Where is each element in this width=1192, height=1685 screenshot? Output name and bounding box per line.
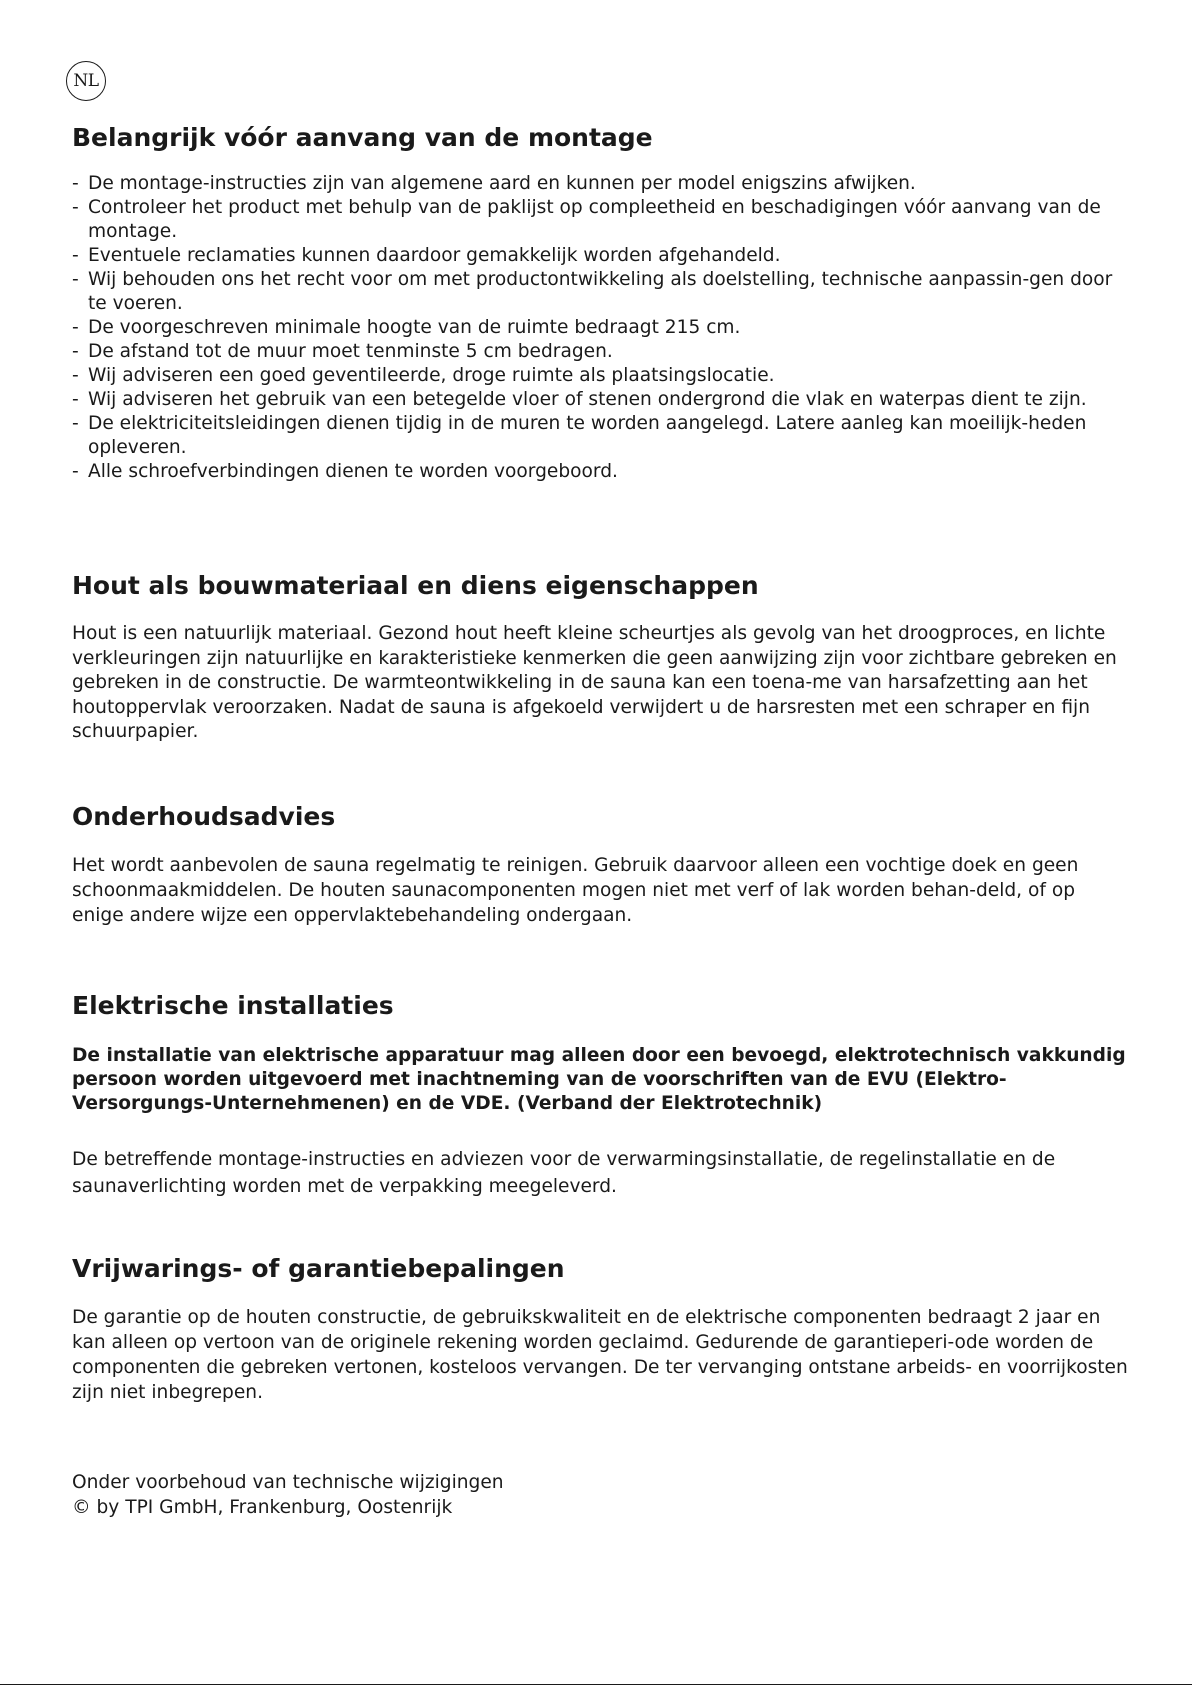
electrical-warning: De installatie van elektrische apparatuur mag alleen door een bevoegd, elektrotechnisch vakkundig persoon worden uitgevoerd met inachtneming van de voorschriften van de EVU (Elektro-Versorgungs-Unternehmenen) en de VDE. (Verband der Elektrotechnik)	[72, 1045, 1126, 1114]
section-title: Vrijwarings- of garantiebepalingen	[72, 1254, 565, 1283]
section-title: Belangrijk vóór aanvang van de montage	[72, 123, 653, 152]
section-body: Hout is een natuurlijk materiaal. Gezond hout heeft kleine scheurtjes als gevolg van het droogproces, en lichte verkleuringen zijn natuurlijke en karakteristieke kenmerken die geen aanwijzing zijn voor zichtbare gebreken en gebreken in de constructie. De warmteontwikkeling in de sauna kan een toena-me van harsafzetting aan het houtoppervlak veroorzaken. Nadat de sauna is afgekoeld verwijdert u de harsresten met een schraper en fijn schuurpapier.	[72, 623, 1117, 742]
footer-copyright: © by TPI GmbH, Frankenburg, Oostenrijk	[72, 1496, 453, 1518]
section-body: Het wordt aanbevolen de sauna regelmatig te reinigen. Gebruik daarvoor alleen een vochtige doek en geen schoonmaakmiddelen. De houten saunacomponenten mogen niet met verf of lak worden behan-deld, of op enige andere wijze een oppervlaktebehandeling ondergaan.	[72, 855, 1079, 926]
instruction-list	[72, 172, 1132, 484]
section-body: De betreffende montage-instructies en adviezen voor de verwarmingsinstallatie, de regelinstallatie en de saunaverlichting worden met de verpakking meegeleverd.	[72, 1149, 1056, 1197]
list-item: - Wij adviseren een goed geventileerde, droge ruimte als plaatsingslocatie.	[72, 364, 1132, 388]
language-badge: NL	[66, 61, 106, 101]
section-electrical	[72, 990, 1132, 1200]
section-warranty	[72, 1253, 1132, 1405]
list-item: - Wij behouden ons het recht voor om met productontwikkeling als doelstelling, technische aanpassin-gen door te voeren.	[72, 268, 1132, 316]
document-footer	[72, 1471, 504, 1520]
list-item: - Controleer het product met behulp van de paklijst op compleetheid en beschadigingen vóór aanvang van de montage.	[72, 196, 1132, 244]
section-title: Elektrische installaties	[72, 991, 394, 1020]
list-item: - De afstand tot de muur moet tenminste 5 cm bedragen.	[72, 340, 1132, 364]
list-item: - Eventuele reclamaties kunnen daardoor gemakkelijk worden afgehandeld.	[72, 244, 1132, 268]
section-title: Onderhoudsadvies	[72, 802, 336, 831]
list-item: - De elektriciteitsleidingen dienen tijdig in de muren te worden aangelegd. Latere aanleg kan moeilijk-heden opleveren.	[72, 412, 1132, 460]
list-item: - De montage-instructies zijn van algemene aard en kunnen per model enigszins afwijken.	[72, 172, 1132, 196]
section-before-assembly	[72, 122, 1132, 484]
footer-disclaimer: Onder voorbehoud van technische wijzigingen	[72, 1472, 504, 1493]
list-item: - De voorgeschreven minimale hoogte van de ruimte bedraagt 215 cm.	[72, 316, 1132, 340]
section-body: De garantie op de houten constructie, de gebruikskwaliteit en de elektrische componenten bedraagt 2 jaar en kan alleen op vertoon van de originele rekening worden geclaimd. Gedurende de garantieperi-ode worden de componenten die gebreken vertonen, kosteloos vervangen. De ter vervanging ontstane arbeids- en voorrijkosten zijn niet inbegrepen.	[72, 1307, 1128, 1403]
section-title: Hout als bouwmateriaal en diens eigenschappen	[72, 571, 759, 600]
list-item: - Alle schroefverbindingen dienen te worden voorgeboord.	[72, 460, 1132, 484]
section-maintenance	[72, 801, 1132, 928]
list-item: - Wij adviseren het gebruik van een betegelde vloer of stenen ondergrond die vlak en waterpas dient te zijn.	[72, 388, 1132, 412]
section-wood-material	[72, 570, 1132, 745]
